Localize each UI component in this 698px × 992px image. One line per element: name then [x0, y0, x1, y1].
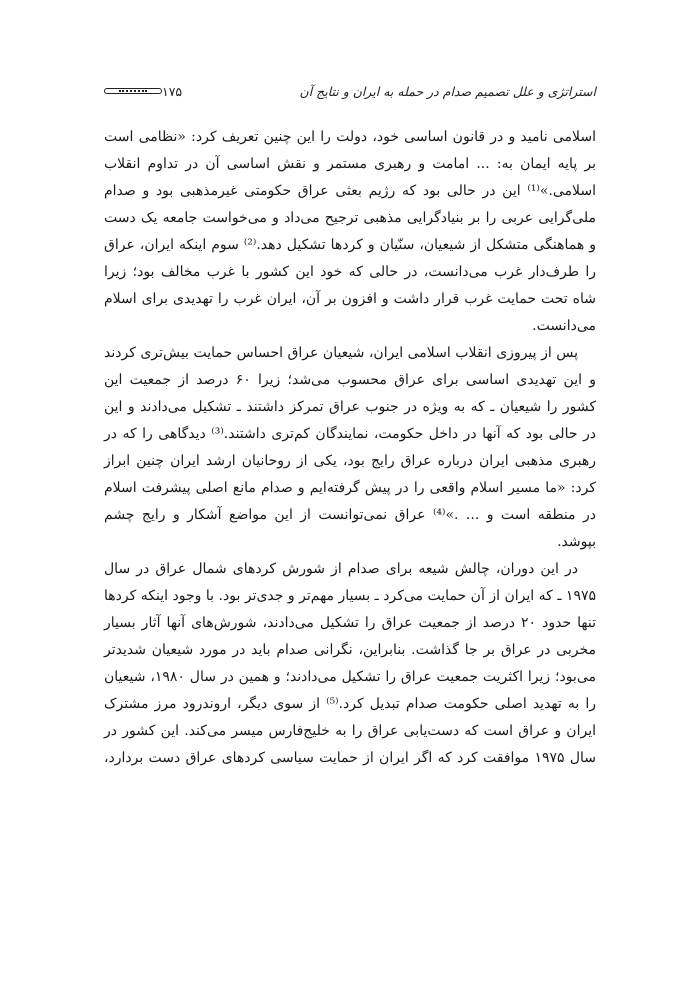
body-text — [104, 124, 596, 772]
running-title: استراتژی و علل تصمیم صدام در حمله به ایران و نتایج آن — [299, 83, 596, 99]
page-number: ۱۷۵ — [162, 83, 183, 99]
header-number-group — [104, 84, 190, 99]
paragraph-3: در این دوران، چالش شیعه برای صدام از شورش کردهای شمال عراق در سال ۱۹۷۵ ـ که ایران از آن حمایت می‌کرد ـ بسیار مهم‌تر و جدی‌تر بود. با وجود اینکه کردها تنها حدود ۲۰ درصد از جمعیت عراق را تشکیل می‌دادند، شورش‌های آنها آثار بسیار مخربی در عراق بر جا گذاشت. بنابراین، نگرانی صدام باید در مورد شیعیان شدیدتر می‌بود؛ زیرا اکثریت جمعیت عراق را تشکیل می‌دادند؛ و همین در سال ۱۹۸۰، شیعیان را به تهدید اصلی حکومت صدام تبدیل کرد.⁽⁵⁾ از سوی دیگر، اروندرود مرز مشترک ایران و عراق است که دست‌یابی عراق را به خلیج‌فارس میسر می‌کند. این کشور در سال ۱۹۷۵ موافقت کرد که اگر ایران از حمایت سیاسی کردهای عراق دست بردارد، — [104, 561, 597, 766]
paragraph-1: اسلامی نامید و در قانون اساسی خود، دولت را این چنین تعریف کرد: «نظامی است بر پایه ایمان به: ... امامت و رهبری مستمر و نقش اساسی آن در تداوم انقلاب اسلامی.»⁽¹⁾ این در حالی بود که رژیم بعثی عراق حکومتی غیرمذهبی بود و صدام ملی‌گرایی عربی را بر بنیادگرایی مذهبی ترجیح می‌داد و می‌خواست جامعه یک دست و هماهنگی متشکل از شیعیان، سنّیان و کردها تشکیل دهد.⁽²⁾ سوم اینکه ایران، عراق را طرف‌دار غرب می‌دانست، در حالی که خود این کشور با غرب مخالف بود؛ زیرا شاه تحت حمایت غرب قرار داشت و افزون بر آن، ایران غرب را تهدیدی برای اسلام می‌دانست. — [104, 129, 596, 334]
page-header — [104, 78, 596, 104]
paragraph-2: پس از پیروزی انقلاب اسلامی ایران، شیعیان عراق احساس حمایت بیش‌تری کردند و این تهدیدی اساسی برای عراق محسوب می‌شد؛ زیرا ۶۰ درصد از جمعیت این کشور را شیعیان ـ که به ویژه در جنوب عراق تمرکز داشتند ـ تشکیل می‌دادند و این در حالی بود که آنها در داخل حکومت، نمایندگان کم‌تری داشتند.⁽³⁾ دیدگاهی را که در رهبری مذهبی ایران درباره عراق رایج بود، یکی از روحانیان ارشد ایران چنین ابراز کرد: «ما مسیر اسلام واقعی را در پیش گرفته‌ایم و صدام مانع اصلی پیشرفت اسلام در منطقه است و ... .»⁽⁴⁾ عراق نمی‌توانست از این مواضع آشکار و رایج چشم بپوشد. — [104, 345, 596, 550]
header-ornament-icon — [104, 88, 162, 94]
